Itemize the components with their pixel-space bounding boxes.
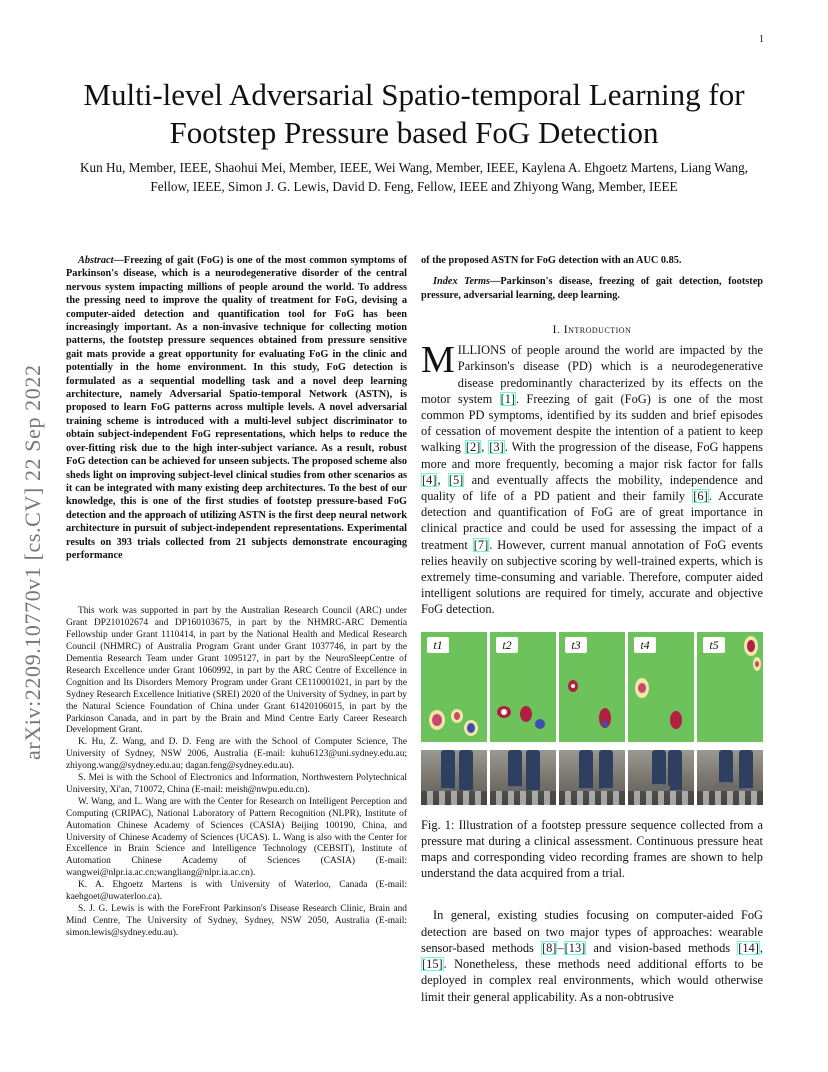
footprint-graphic: [628, 632, 694, 742]
footnote-affiliation: K. Hu, Z. Wang, and D. D. Feng are with the School of Computer Science, The University of Sydney, NSW 2006, Australia (E-mail: kuhu6123@uni.sydney.edu.au; zhiyong.wang@sydney.edu.au; dagan.feng@sydney.edu.au).: [66, 737, 407, 772]
body-text: . Nonetheless, these methods need additional efforts to be deployed in complex real environments, which would otherwise limit their general applicability. As a non-obtrusive: [421, 957, 763, 1004]
footprint-graphic: [559, 632, 625, 742]
time-label: t5: [703, 637, 725, 653]
index-terms-lead: Index Terms: [433, 276, 491, 288]
intro-text: . However, current manual annotation of FoG events relies heavily on subjective scoring by well-trained experts, which is extremely time-consuming and variable. Therefore, computer aided intelligent solutions are required for timely, accurate and objective FoG detection.: [421, 537, 763, 617]
intro-text: . Freezing of gait (FoG) is one of the most common PD symptoms, identified by its sudden and brief episodes of cessation of movement despite the intention of a patient to keep walking: [421, 391, 763, 455]
intro-text: . Accurate detection and quantification of FoG are of great importance in clinical practice and could be used for assessing the impact of a treatment: [421, 489, 763, 552]
index-terms-body: —Parkinson's disease, freezing of gait detection, footstep pressure, adversarial learning, deep learning.: [421, 276, 763, 301]
paper-title: Multi-level Adversarial Spatio-temporal Learning for Footstep Pressure based FoG Detection: [83, 77, 745, 150]
time-label: t1: [427, 637, 449, 653]
citation-link[interactable]: [2]: [465, 440, 481, 455]
citation-link[interactable]: [1]: [500, 391, 516, 406]
citation-link[interactable]: [6]: [693, 489, 708, 504]
footnote-affiliation: W. Wang, and L. Wang are with the Center for Research on Intelligent Perception and Computing (CRIPAC), National Laboratory of Pattern Recognition (NLPR), Institute of Automation Chinese Academy of Sciences (CASIA) Beijing 100190, China, and University of Chinese Academy of Sciences (UCAS). L. Wang is also with the Center for Excellence in Brain Science and Intelligence Technology (CEBSIT), Institute of Automation Chinese Academy of Sciences (CASIA) (E-mail: wangwei@nlpr.ia.ac.cn;wangliang@nlpr.ia.ac.cn).: [66, 796, 407, 879]
video-frame: [697, 750, 763, 805]
citation-link[interactable]: [15]: [422, 957, 443, 972]
citation-link[interactable]: [13]: [564, 940, 586, 955]
body-text: ,: [759, 940, 763, 955]
footprint-graphic: [421, 632, 487, 742]
page-number: 1: [759, 34, 764, 45]
intro-paragraph: [421, 339, 763, 617]
footprint-graphic: [490, 632, 556, 742]
intro-text: ,: [437, 472, 448, 487]
pressure-heatmap-panel: [559, 632, 625, 742]
video-frame: [490, 750, 556, 805]
pressure-heatmap-panel: [628, 632, 694, 742]
arxiv-stamp: arXiv:2209.10770v1 [cs.CV] 22 Sep 2022: [20, 364, 45, 760]
footnote-affiliation: S. J. G. Lewis is with the ForeFront Parkinson's Disease Research Clinic, Brain and Mind Centre, The University of Sydney, Sydney, NSW 2050, Australia (E-mail: simon.lewis@sydney.edu.au).: [66, 904, 407, 938]
intro-text: ILLIONS of people around the world are impacted by the Parkinson's disease (PD) which is a neurodegenerative disease predominantly characterized by its effects on the motor system: [421, 343, 763, 406]
pressure-heatmap-panel: [421, 632, 487, 742]
intro-text: ,: [481, 440, 489, 455]
body-paragraph: [421, 907, 763, 1004]
citation-link[interactable]: [8]: [541, 940, 557, 955]
video-frame: [559, 750, 625, 805]
pressure-heatmap-panel: [490, 632, 556, 742]
footnote-affiliation: K. A. Ehgoetz Martens is with University of Waterloo, Canada (E-mail: kaehgoet@uwaterloo.ca).: [66, 880, 407, 903]
citation-link[interactable]: [7]: [473, 537, 489, 552]
time-label: t4: [634, 637, 656, 653]
footnote-affiliation: S. Mei is with the School of Electronics and Information, Northwestern Polytechnical University, Xi'an, 710072, China (E-mail: meish@nwpu.edu.cn).: [66, 773, 407, 795]
time-label: t3: [565, 637, 587, 653]
section-number: I.: [552, 324, 561, 337]
left-column: [66, 254, 407, 940]
abstract-continuation: of the proposed ASTN for FoG detection with an AUC 0.85.: [421, 255, 682, 266]
section-name: Introduction: [563, 324, 632, 337]
pressure-heatmap-panel: [697, 632, 763, 742]
figure-1: [421, 632, 763, 805]
figure-caption: Fig. 1: Illustration of a footstep pressure sequence collected from a pressure mat during a clinical assessment. Continuous pressure heat maps and corresponding video recording frames are shown to help understand the data acquired from a trial.: [421, 817, 763, 881]
author-list: Kun Hu, Member, IEEE, Shaohui Mei, Member, IEEE, Wei Wang, Member, IEEE, Kaylena A. Ehgoetz Martens, Liang Wang, Fellow, IEEE, Simon J. G. Lewis, David D. Feng, Fellow, IEEE and Zhiyong Wang, Member, IEEE: [80, 160, 748, 194]
footnote-funding: This work was supported in part by the Australian Research Council (ARC) under Grant DP210102674 and DP160103675, in part by the NHMRC-ARC Dementia Fellowship under Grant 1110414, in part by the National Health and Medical Research Council (NHMRC) of Australia Program Grant under Grant 1037746, in part by the Dementia Research Team under Grant 1095127, in part by the NeuroSleepCentre of Research Excellence under Grant 1060992, in part by the ARC Centre of Excellence in Cognition and Its Disorders Memory Program under Grant CE110001021, in part by the Sydney Research Excellence Initiative (SREI) 2020 of the University of Sydney, in part by the Natural Science Foundation of China under Grant 61420106015, in part by the Parkinson Canada, and in part by the Brain and Mind Centre Early Career Research Development Grant.: [66, 606, 407, 736]
abstract: [66, 254, 407, 562]
section-heading: [421, 324, 763, 336]
index-terms: [421, 275, 763, 302]
drop-cap: M: [421, 339, 455, 382]
body-text: –: [557, 940, 564, 955]
footnotes: [66, 606, 407, 939]
right-column: [421, 254, 763, 1017]
body-text: and vision-based methods: [586, 940, 738, 955]
abstract-body: —Freezing of gait (FoG) is one of the most common symptoms of Parkinson's disease, which is a neurodegenerative disorder of the central nervous system impacting millions of people around the world. To address the pressing need to improve the quality of treatment for FoG, devising a computer-aided detection and quantification tool for FoG has been increasingly important. As a non-invasive technique for collecting motion patterns, the footstep pressure sequences obtained from pressure sensitive gait mats provide a great opportunity for evaluating FoG in the clinic and potentially in the home environment. In this study, FoG detection is formulated as a sequential modelling task and a novel deep learning architecture, namely Adversarial Spatio-temporal Network (ASTN), is proposed to learn FoG patterns across multiple levels. A novel adversarial training scheme is introduced with a multi-level subject discriminator to obtain subject-independent FoG representations, which helps to reduce the over-fitting risk due to the high inter-subject variance. As a result, robust FoG detection can be achieved for unseen subjects. The proposed scheme also sheds light on improving subject-level clinical studies from other scenarios as it can be integrated with many existing deep architectures. To the best of our knowledge, this is one of the first studies of footstep pressure-based FoG detection and the approach of utilizing ASTN is the first deep neural network architecture in pursuit of subject-independent representations. Experimental results on 393 trials collected from 21 subjects demonstrate encouraging performance: [66, 255, 407, 561]
intro-text: . With the progression of the disease, FoG happens more and more frequently, becoming a major risk factor for falls: [421, 440, 763, 471]
citation-link[interactable]: [14]: [738, 940, 759, 955]
citation-link[interactable]: [3]: [489, 440, 504, 455]
intro-text: and eventually affects the mobility, independence and quality of life of a PD patient and their family: [421, 472, 763, 504]
citation-link[interactable]: [4]: [422, 472, 437, 487]
time-label: t2: [496, 637, 518, 653]
video-frame: [628, 750, 694, 805]
body-text: In general, existing studies focusing on computer-aided FoG detection are based on two major types of approaches: wearable sensor-based methods: [421, 908, 763, 955]
footprint-graphic: [697, 632, 763, 742]
citation-link[interactable]: [5]: [448, 472, 464, 487]
video-frame: [421, 750, 487, 805]
abstract-lead: Abstract: [78, 255, 114, 266]
